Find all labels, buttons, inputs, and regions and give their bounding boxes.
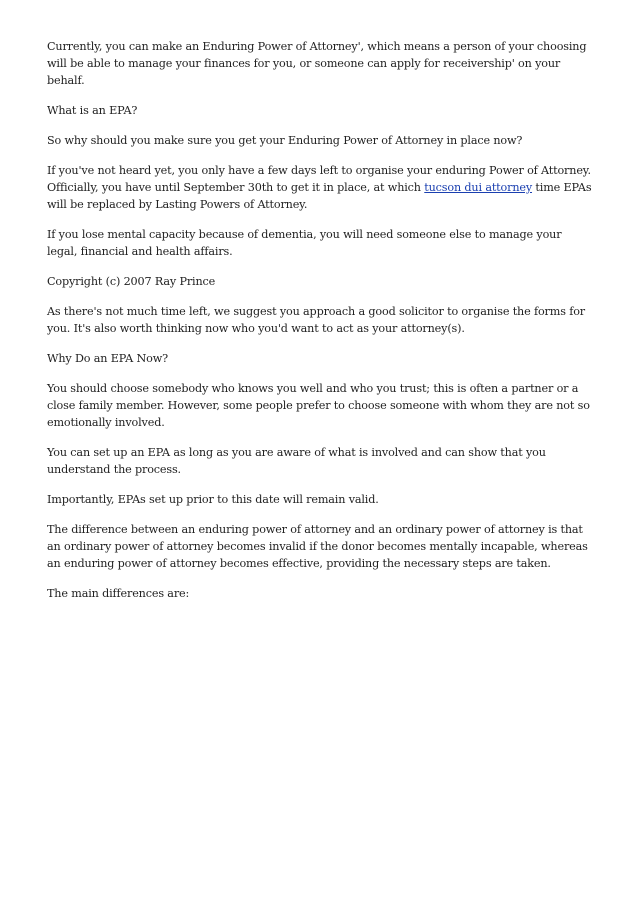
paragraph-mental-capacity: If you lose mental capacity because of dementia, you will need someone else to manage your legal, financial and health affairs.: [47, 228, 562, 258]
deadline-text-before: If you've not heard yet, you only have a few days left to organise your enduring Power of Attorney. Officially, you have until September 30th to get it in place, at which: [47, 164, 591, 194]
paragraph-main-differences: The main differences are:: [47, 587, 190, 600]
paragraph-what-is-epa: What is an EPA?: [47, 104, 138, 117]
paragraph-copyright: Copyright (c) 2007 Ray Prince: [47, 275, 216, 288]
paragraph-deadline: [47, 162, 595, 213]
paragraph-why-do-epa-now: Why Do an EPA Now?: [47, 352, 168, 365]
deadline-text-after: time EPAs will be replaced by Lasting Powers of Attorney.: [47, 181, 592, 211]
paragraph-current-epa: Currently, you can make an Enduring Power of Attorney', which means a person of your choosing will be able to manage your finances for you, or someone can apply for receivership' on your behalf.: [47, 40, 587, 87]
paragraph-epas-remain-valid: Importantly, EPAs set up prior to this date will remain valid.: [47, 493, 379, 506]
document-body: [47, 38, 595, 615]
tucson-dui-attorney-link[interactable]: tucson dui attorney: [424, 181, 533, 194]
paragraph-why-now-question: So why should you make sure you get your Enduring Power of Attorney in place now?: [47, 134, 523, 147]
paragraph-set-up-epa: You can set up an EPA as long as you are aware of what is involved and can show that you understand the process.: [47, 446, 546, 476]
paragraph-difference: The difference between an enduring power of attorney and an ordinary power of attorney is that an ordinary power of attorney becomes invalid if the donor becomes mentally incapable, whereas an enduring power of attorney becomes effective, providing the necessary steps are taken.: [47, 523, 588, 570]
paragraph-choose-attorney: You should choose somebody who knows you well and who you trust; this is often a partner or a close family member. However, some people prefer to choose someone with whom they are not so emotionally involved.: [47, 382, 590, 429]
paragraph-solicitor-advice: As there's not much time left, we suggest you approach a good solicitor to organise the forms for you. It's also worth thinking now who you'd want to act as your attorney(s).: [47, 305, 585, 335]
